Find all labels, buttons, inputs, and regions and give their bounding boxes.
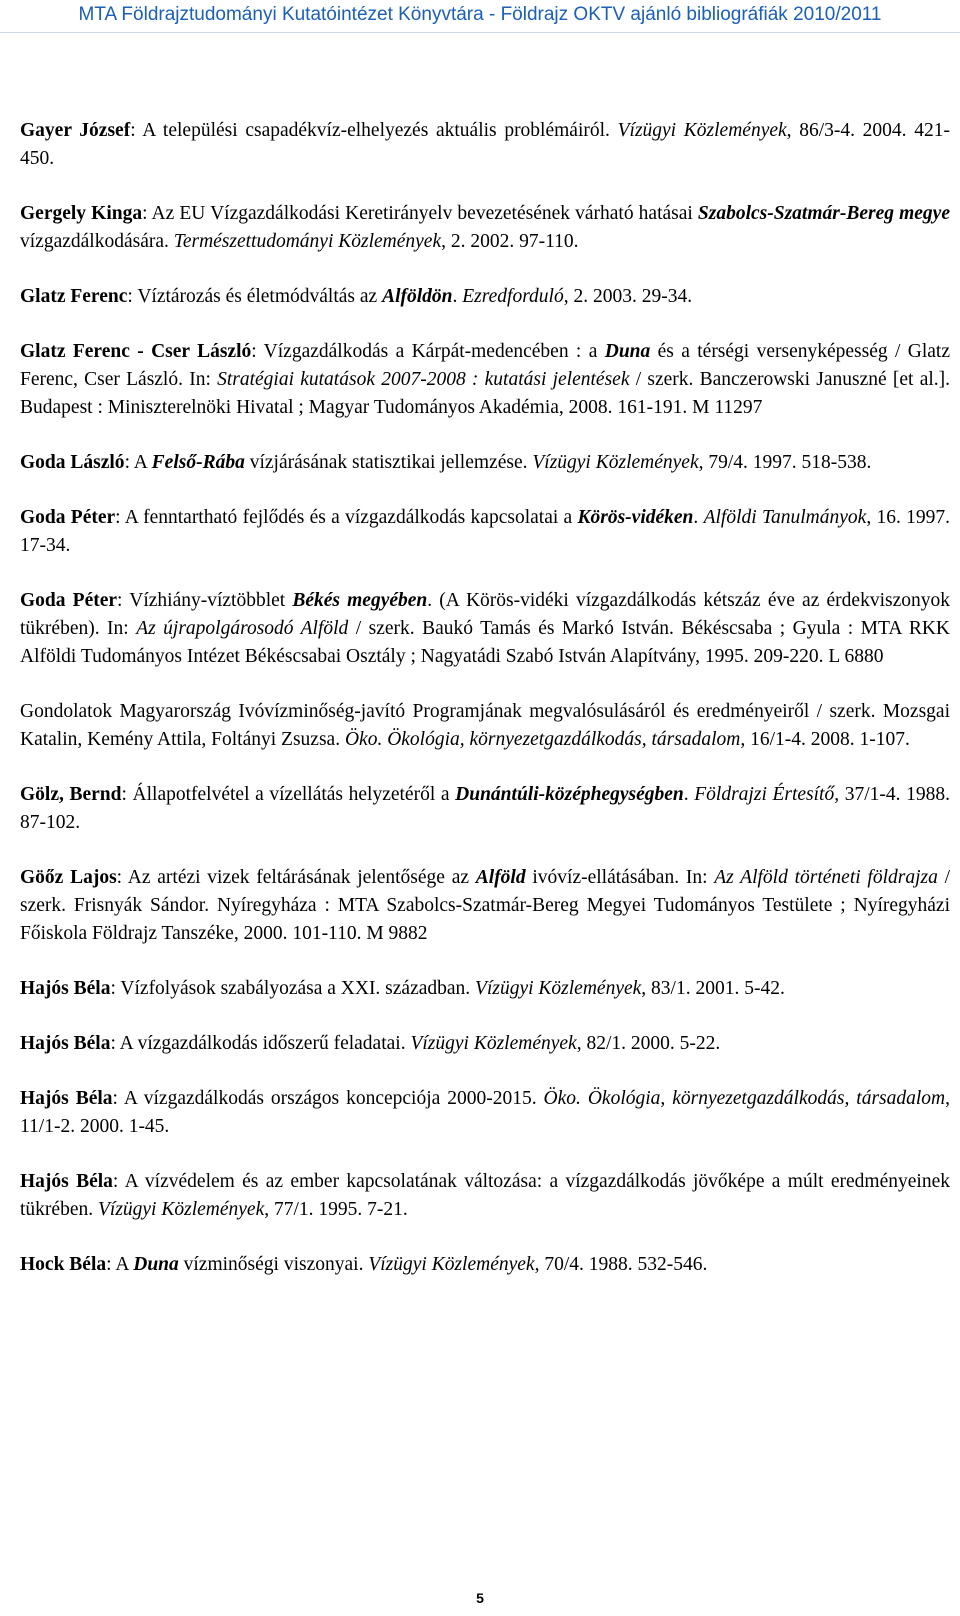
entry-text: vízgazdálkodására.	[20, 230, 174, 252]
entry-source-title: Az újrapolgárosodó Alföld	[136, 617, 349, 639]
entry-text: , 11/1-2. 2000. 1-45.	[20, 1087, 950, 1137]
entry-text: : Vízgazdálkodás a Kárpát-medencében : a	[251, 340, 605, 362]
entry-text: : Vízfolyások szabályozása a XXI. században.	[110, 977, 476, 999]
bibliography-entry	[20, 864, 950, 948]
bibliography-entry	[20, 781, 950, 837]
bibliography-list	[20, 97, 950, 1306]
entry-text: / szerk. Banczerowski Januszné [et al.]. Budapest : Miniszterelnöki Hivatal ; Magyar Tudományos Akadémia, 2008. 161-191. M 11297	[20, 368, 951, 418]
entry-text: vízjárásának statisztikai jellemzése.	[244, 451, 533, 473]
entry-author: Gayer József	[20, 119, 131, 141]
entry-text: , 2. 2003. 29-34.	[563, 285, 693, 307]
bibliography-entry	[20, 975, 950, 1003]
entry-author: Goda Péter	[20, 506, 116, 528]
entry-text: : Az EU Vízgazdálkodási Keretirányelv bevezetésének várható hatásai	[142, 202, 698, 224]
entry-text: , 37/1-4. 1988. 87-102.	[20, 783, 951, 833]
bibliography-entry	[20, 1030, 950, 1058]
entry-source-title: Vízügyi Közlemények	[97, 1198, 265, 1220]
entry-source-title: Vízügyi Közlemények	[475, 977, 642, 999]
bibliography-entry	[20, 283, 950, 311]
entry-source-title: Vízügyi Közlemények	[532, 451, 699, 473]
entry-text: . (A Körös-vidéki vízgazdálkodás kétszáz éve az érdekviszonyok tükrében). In:	[20, 589, 950, 639]
entry-source-title: Öko. Ökológia, környezetgazdálkodás, társadalom	[543, 1087, 946, 1109]
entry-source-title: Vízügyi Közlemények	[368, 1253, 535, 1275]
entry-text: , 77/1. 1995. 7-21.	[264, 1198, 408, 1220]
entry-text: vízminőségi viszonyai.	[178, 1253, 369, 1275]
entry-source-title: Öko. Ökológia, környezetgazdálkodás, társadalom,	[344, 728, 746, 750]
entry-text: : A vízvédelem és az ember kapcsolatának változása: a vízgazdálkodás jövőképe a múlt eredményeinek tükrében.	[20, 1170, 950, 1220]
bibliography-entry	[20, 1168, 950, 1224]
bibliography-entry	[20, 1251, 950, 1279]
entry-text: / szerk. Baukó Tamás és Markó István. Békéscsaba ; Gyula : MTA RKK Alföldi Tudományos Intézet Békéscsabai Osztály ; Nagyatádi Szabó István Alapítvány, 1995. 209-220. L 6880	[20, 617, 950, 667]
entry-author: Hajós Béla	[20, 1170, 113, 1192]
entry-text: .	[452, 285, 463, 307]
entry-place-name: Duna	[604, 340, 651, 362]
entry-text: : A települési csapadékvíz-elhelyezés aktuális problémáiról.	[130, 119, 618, 141]
entry-source-title: Az Alföld történeti földrajza	[714, 866, 938, 888]
entry-text: : A vízgazdálkodás időszerű feladatai.	[110, 1032, 411, 1054]
entry-source-title: Természettudományi Közlemények	[173, 230, 442, 252]
entry-text: : A vízgazdálkodás országos koncepciója 2000-2015.	[112, 1087, 544, 1109]
bibliography-entry	[20, 698, 950, 754]
entry-author: Glatz Ferenc - Cser László	[20, 340, 252, 362]
entry-author: Gergely Kinga	[20, 202, 143, 224]
entry-text: , 83/1. 2001. 5-42.	[641, 977, 785, 999]
entry-author: Hajós Béla	[20, 977, 111, 999]
entry-text: / szerk. Frisnyák Sándor. Nyíregyháza : MTA Szabolcs-Szatmár-Bereg Megyei Tudományos Testülete ; Nyíregyházi Főiskola Földrajz Tanszéke, 2000. 101-110. M 9882	[20, 866, 951, 944]
entry-place-name: Alföldön	[382, 285, 453, 307]
entry-author: Hajós Béla	[20, 1032, 111, 1054]
entry-text: : A	[124, 451, 152, 473]
bibliography-entry	[20, 449, 950, 477]
entry-author: Glatz Ferenc	[20, 285, 128, 307]
entry-author: Hock Béla	[20, 1253, 107, 1275]
entry-text: : A fenntartható fejlődés és a vízgazdálkodás kapcsolatai a	[115, 506, 578, 528]
bibliography-entry	[20, 338, 950, 422]
entry-source-title: Alföldi Tanulmányok	[703, 506, 867, 528]
entry-author: Gölz, Bernd	[20, 783, 122, 805]
page-header: MTA Földrajztudományi Kutatóintézet Könyvtára - Földrajz OKTV ajánló bibliográfiák 2010/2011	[0, 0, 960, 33]
entry-text: .	[683, 783, 695, 805]
entry-text: : Állapotfelvétel a vízellátás helyzetéről a	[121, 783, 456, 805]
entry-text: , 70/4. 1988. 532-546.	[534, 1253, 708, 1275]
entry-text: : Vízhiány-víztöbblet	[117, 589, 293, 611]
entry-source-title: Ezredforduló	[462, 285, 564, 307]
page-number: 5	[476, 1590, 484, 1606]
entry-place-name: Körös-vidéken	[577, 506, 694, 528]
entry-text: .	[693, 506, 704, 528]
entry-text: : A	[106, 1253, 134, 1275]
entry-source-title: Földrajzi Értesítő	[694, 783, 835, 805]
bibliography-entry	[20, 504, 950, 560]
entry-place-name: Felső-Rába	[151, 451, 245, 473]
entry-text: ivóvíz-ellátásában. In:	[525, 866, 715, 888]
entry-place-name: Szabolcs-Szatmár-Bereg megye	[697, 202, 950, 224]
entry-place-name: Alföld	[475, 866, 526, 888]
entry-author: Goda Péter	[20, 589, 118, 611]
entry-text: : Víztározás és életmódváltás az	[127, 285, 383, 307]
entry-text: és a térségi versenyképesség / Glatz Ferenc, Cser László. In:	[20, 340, 950, 390]
entry-source-title: Vízügyi Közlemények	[410, 1032, 577, 1054]
entry-text: , 2. 2002. 97-110.	[441, 230, 579, 252]
entry-text: , 16. 1997. 17-34.	[20, 506, 951, 556]
entry-author: Göőz Lajos	[20, 866, 117, 888]
entry-place-name: Duna	[133, 1253, 179, 1275]
entry-text: , 79/4. 1997. 518-538.	[698, 451, 872, 473]
entry-source-title: Vízügyi Közlemények	[617, 119, 787, 141]
entry-place-name: Békés megyében	[292, 589, 428, 611]
entry-place-name: Dunántúli-középhegységben	[455, 783, 684, 805]
bibliography-entry	[20, 1085, 950, 1141]
entry-text: , 82/1. 2000. 5-22.	[576, 1032, 721, 1054]
entry-text: 16/1-4. 2008. 1-107.	[745, 728, 910, 750]
entry-text: , 86/3-4. 2004. 421-450.	[20, 119, 950, 169]
entry-source-title: Stratégiai kutatások 2007-2008 : kutatási jelentések	[217, 368, 630, 390]
bibliography-entry	[20, 587, 950, 671]
entry-text: : Az artézi vizek feltárásának jelentősége az	[116, 866, 476, 888]
entry-author: Goda László	[20, 451, 125, 473]
bibliography-entry	[20, 200, 950, 256]
entry-text: Gondolatok Magyarország Ivóvízminőség-javító Programjának megvalósulásáról és eredményeiről / szerk. Mozsgai Katalin, Kemény Attila, Foltányi Zsuzsa.	[20, 700, 950, 750]
entry-author: Hajós Béla	[20, 1087, 113, 1109]
bibliography-entry	[20, 117, 950, 173]
